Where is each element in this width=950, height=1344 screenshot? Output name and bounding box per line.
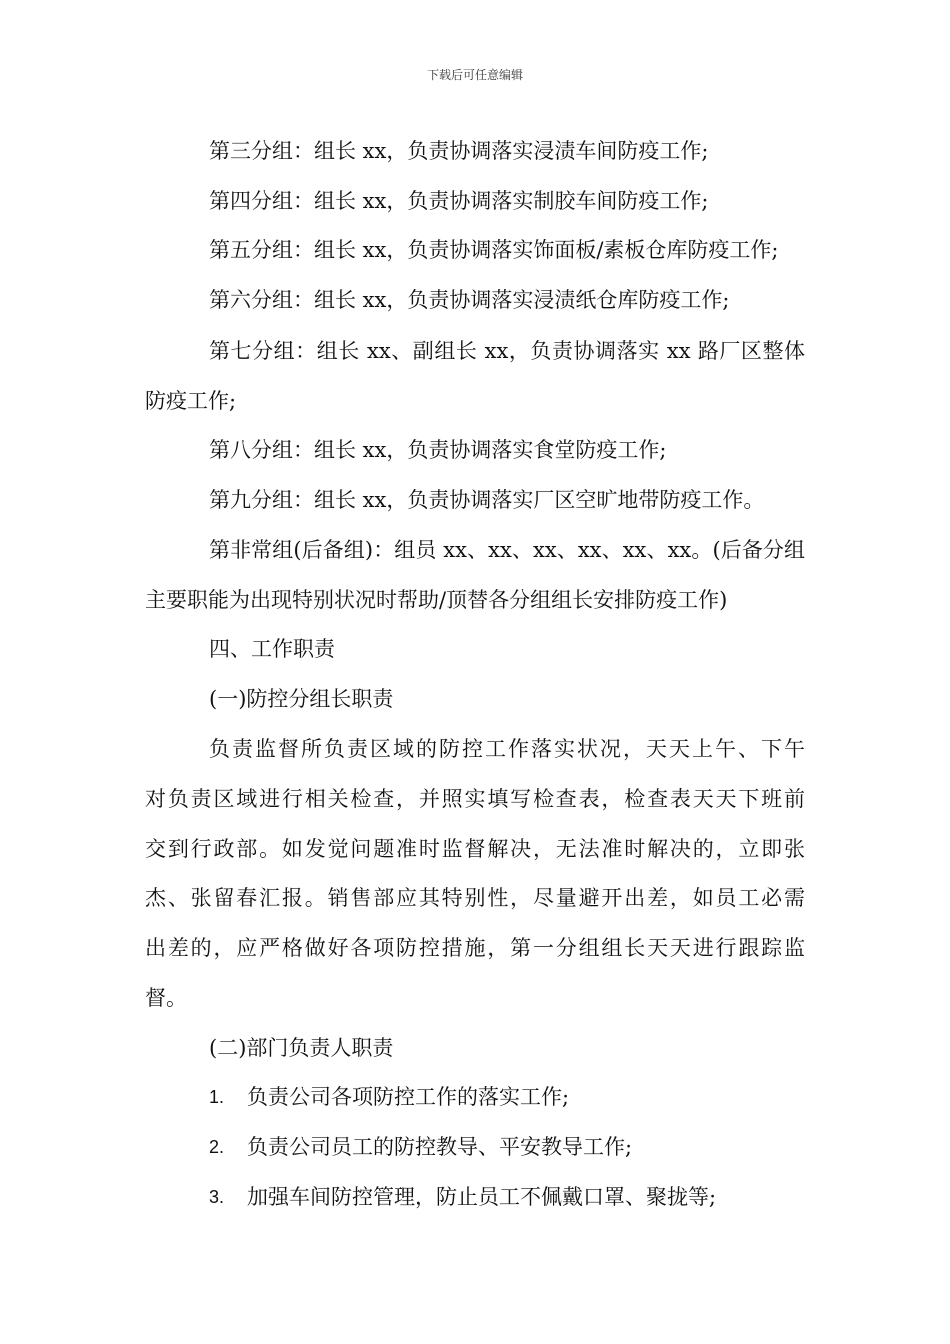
duty-paragraph-line-4: 杰、张留春汇报。销售部应其特别性，尽量避开出差，如员工必需	[145, 886, 805, 910]
duty-paragraph-line-5: 出差的，应严格做好各项防控措施，第一分组组长天天进行跟踪监	[145, 936, 805, 960]
group-6-line: 第六分组：组长 xx，负责协调落实浸渍纸仓库防疫工作;	[209, 288, 730, 312]
duty-paragraph-line-6: 督。	[145, 986, 187, 1010]
group-8-line: 第八分组：组长 xx，负责协调落实食堂防疫工作;	[209, 438, 667, 462]
list-number-3: 3.	[209, 1187, 225, 1207]
reserve-group-line-2: 主要职能为出现特别状况时帮助/顶替各分组组长安排防疫工作)	[145, 588, 728, 612]
group-3-line: 第三分组：组长 xx，负责协调落实浸渍车间防疫工作;	[209, 139, 709, 163]
duty-paragraph-line-3: 交到行政部。如发觉问题准时监督解决，无法准时解决的，立即张	[145, 837, 805, 861]
reserve-group-line-1: 第非常组(后备组)：组员 xx、xx、xx、xx、xx、xx。(后备分组	[209, 538, 805, 562]
group-5-line: 第五分组：组长 xx，负责协调落实饰面板/素板仓库防疫工作;	[209, 238, 779, 262]
group-7-line-2: 防疫工作;	[145, 389, 237, 413]
group-9-line: 第九分组：组长 xx，负责协调落实厂区空旷地带防疫工作。	[209, 488, 765, 512]
duty-paragraph-line-1: 负责监督所负责区域的防控工作落实状况，天天上午、下午	[209, 737, 805, 761]
list-item-3: 加强车间防控管理，防止员工不佩戴口罩、聚拢等;	[247, 1185, 717, 1209]
group-4-line: 第四分组：组长 xx，负责协调落实制胶车间防疫工作;	[209, 189, 709, 213]
group-7-line-1: 第七分组：组长 xx、副组长 xx，负责协调落实 xx 路厂区整体	[209, 339, 805, 363]
list-item-1: 负责公司各项防控工作的落实工作;	[247, 1085, 570, 1109]
list-item-2: 负责公司员工的防控教导、平安教导工作;	[247, 1135, 633, 1159]
list-number-1: 1.	[209, 1087, 225, 1107]
duty-paragraph-line-2: 对负责区域进行相关检查，并照实填写检查表，检查表天天下班前	[145, 787, 805, 811]
subsection-1-title: (一)防控分组长职责	[209, 687, 394, 711]
list-number-2: 2.	[209, 1137, 225, 1157]
page-header: 下载后可任意编辑	[426, 68, 523, 82]
section-4-title: 四、工作职责	[209, 637, 335, 661]
subsection-2-title: (二)部门负责人职责	[209, 1036, 394, 1060]
